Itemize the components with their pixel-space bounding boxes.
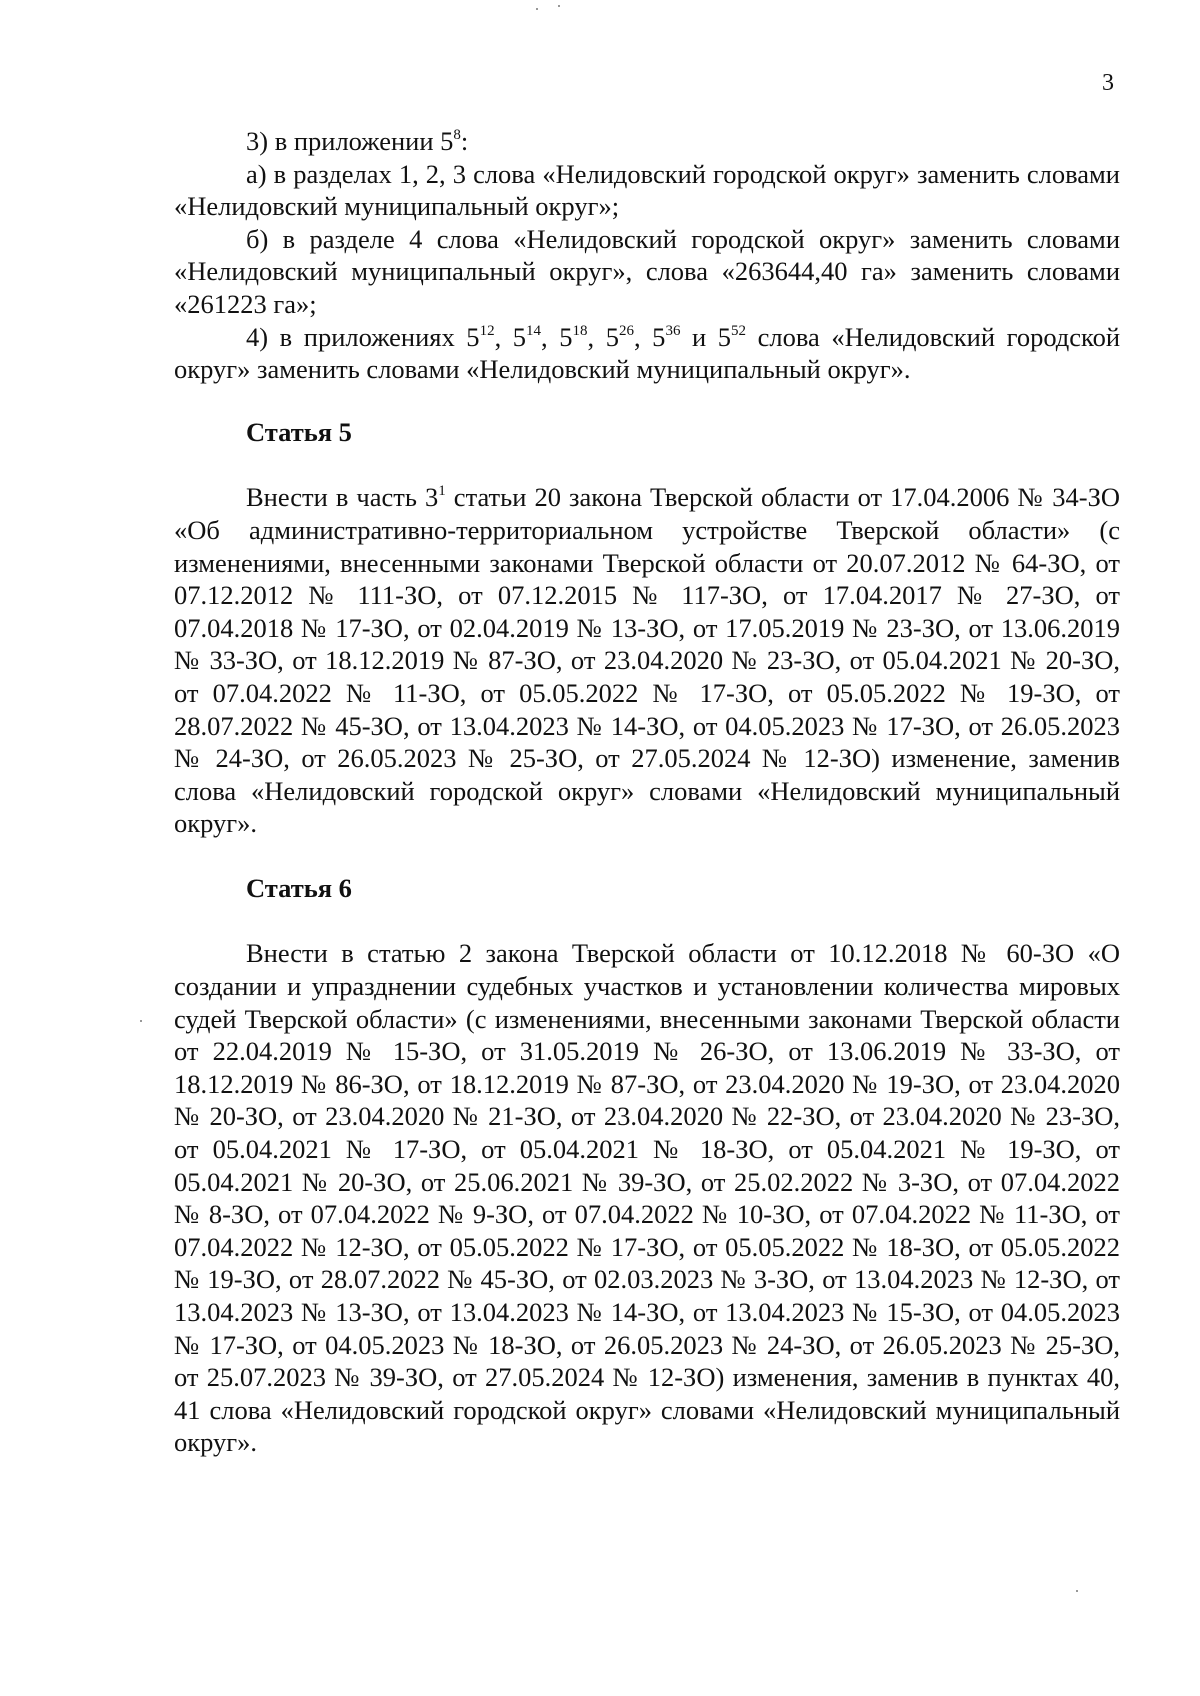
scan-speck [140, 1020, 142, 1022]
item-3 [174, 125, 1120, 158]
item-3-b: б) в разделе 4 слова «Нелидовский городской округ» заменить словами «Нелидовский муниципальный округ», слова «263644,40 га» заменить словами «261223 га»; [174, 223, 1120, 319]
item-4-sup: 18 [572, 322, 588, 339]
item-4 [174, 321, 1120, 386]
article-5-text-start: Внести в часть 3 [246, 482, 439, 513]
item-3-lead: 3) в приложении 5 [246, 126, 454, 156]
scan-speck [1076, 1590, 1078, 1592]
document-body [174, 125, 1120, 1459]
scan-speck [536, 8, 538, 10]
item-4-sup: 36 [665, 322, 681, 339]
item-4-sup: 12 [479, 322, 495, 339]
item-4-text: 4) в приложениях 5 [246, 321, 480, 352]
item-4-text: , 5 [494, 321, 527, 352]
item-3-a: а) в разделах 1, 2, 3 слова «Нелидовский городской округ» заменить словами «Нелидовский муниципальный округ»; [174, 158, 1120, 222]
item-4-text: слова «Нелидовский городской округ» заменить словами «Нелидовский муниципальный округ». [174, 321, 1121, 385]
item-3-lead-tail: : [460, 126, 469, 156]
item-4-text: , 5 [587, 321, 619, 352]
item-4-sup: 52 [731, 322, 747, 339]
article-5-text [174, 481, 1120, 840]
article-5-text-rest: статьи 20 закона Тверской области от 17.04.2006 № 34-ЗО «Об административно-территориальном устройстве Тверской области» (с изменениями, внесенными законами Тверской области от 20.07.2012 № 64-ЗО, от 07.12.2012 № 111-ЗО, от 07.12.2015 № 117-ЗО, от 17.04.2017 № 27-ЗО, от 07.04.2018 № 17-ЗО, от 02.04.2019 № 13-ЗО, от 17.05.2019 № 23-ЗО, от 13.06.2019 № 33-ЗО, от 18.12.2019 № 87-ЗО, от 23.04.2020 № 23-ЗО, от 05.04.2021 № 20-ЗО, от 07.04.2022 № 11-ЗО, от 05.05.2022 № 17-ЗО, от 05.05.2022 № 19-ЗО, от 28.07.2022 № 45-ЗО, от 13.04.2023 № 14-ЗО, от 04.05.2023 № 17-ЗО, от 26.05.2023 № 24-ЗО, от 26.05.2023 № 25-ЗО, от 27.05.2024 № 12-ЗО) изменение, заменив слова «Нелидовский городской округ» словами «Нелидовский муниципальный округ». [174, 482, 1120, 839]
item-4-text: , 5 [633, 321, 666, 352]
article-6-text: Внести в статью 2 закона Тверской области от 10.12.2018 № 60-ЗО «О создании и упразднении судебных участков и установлении количества мировых судей Тверской области» (с изменениями, внесенными законами Тверской области от 22.04.2019 № 15-ЗО, от 31.05.2019 № 26-ЗО, от 13.06.2019 № 33-ЗО, от 18.12.2019 № 86-ЗО, от 18.12.2019 № 87-ЗО, от 23.04.2020 № 19-ЗО, от 23.04.2020 № 20-ЗО, от 23.04.2020 № 21-ЗО, от 23.04.2020 № 22-ЗО, от 23.04.2020 № 23-ЗО, от 05.04.2021 № 17-ЗО, от 05.04.2021 № 18-ЗО, от 05.04.2021 № 19-ЗО, от 05.04.2021 № 20-ЗО, от 25.06.2021 № 39-ЗО, от 25.02.2022 № 3-ЗО, от 07.04.2022 № 8-ЗО, от 07.04.2022 № 9-ЗО, от 07.04.2022 № 10-ЗО, от 07.04.2022 № 11-ЗО, от 07.04.2022 № 12-ЗО, от 05.05.2022 № 17-ЗО, от 05.05.2022 № 18-ЗО, от 05.05.2022 № 19-ЗО, от 28.07.2022 № 45-ЗО, от 02.03.2023 № 3-ЗО, от 13.04.2023 № 12-ЗО, от 13.04.2023 № 13-ЗО, от 13.04.2023 № 14-ЗО, от 13.04.2023 № 15-ЗО, от 04.05.2023 № 17-ЗО, от 04.05.2023 № 18-ЗО, от 26.05.2023 № 24-ЗО, от 26.05.2023 № 25-ЗО, от 25.07.2023 № 39-ЗО, от 27.05.2024 № 12-ЗО) изменения, заменив в пунктах 40, 41 слова «Нелидовский городской округ» словами «Нелидовский муниципальный округ». [174, 938, 1120, 1458]
item-4-sup: 26 [618, 322, 634, 339]
item-4-text: , 5 [541, 321, 573, 352]
item-4-sup: 14 [526, 322, 542, 339]
article-6-heading: Статья 6 [246, 872, 352, 903]
scan-speck [558, 5, 560, 7]
page-number: 3 [1102, 70, 1114, 96]
article-5-heading: Статья 5 [246, 416, 352, 447]
item-3-sup: 8 [453, 127, 461, 143]
item-4-text: и 5 [680, 321, 732, 352]
article-5-sup: 1 [438, 483, 446, 500]
